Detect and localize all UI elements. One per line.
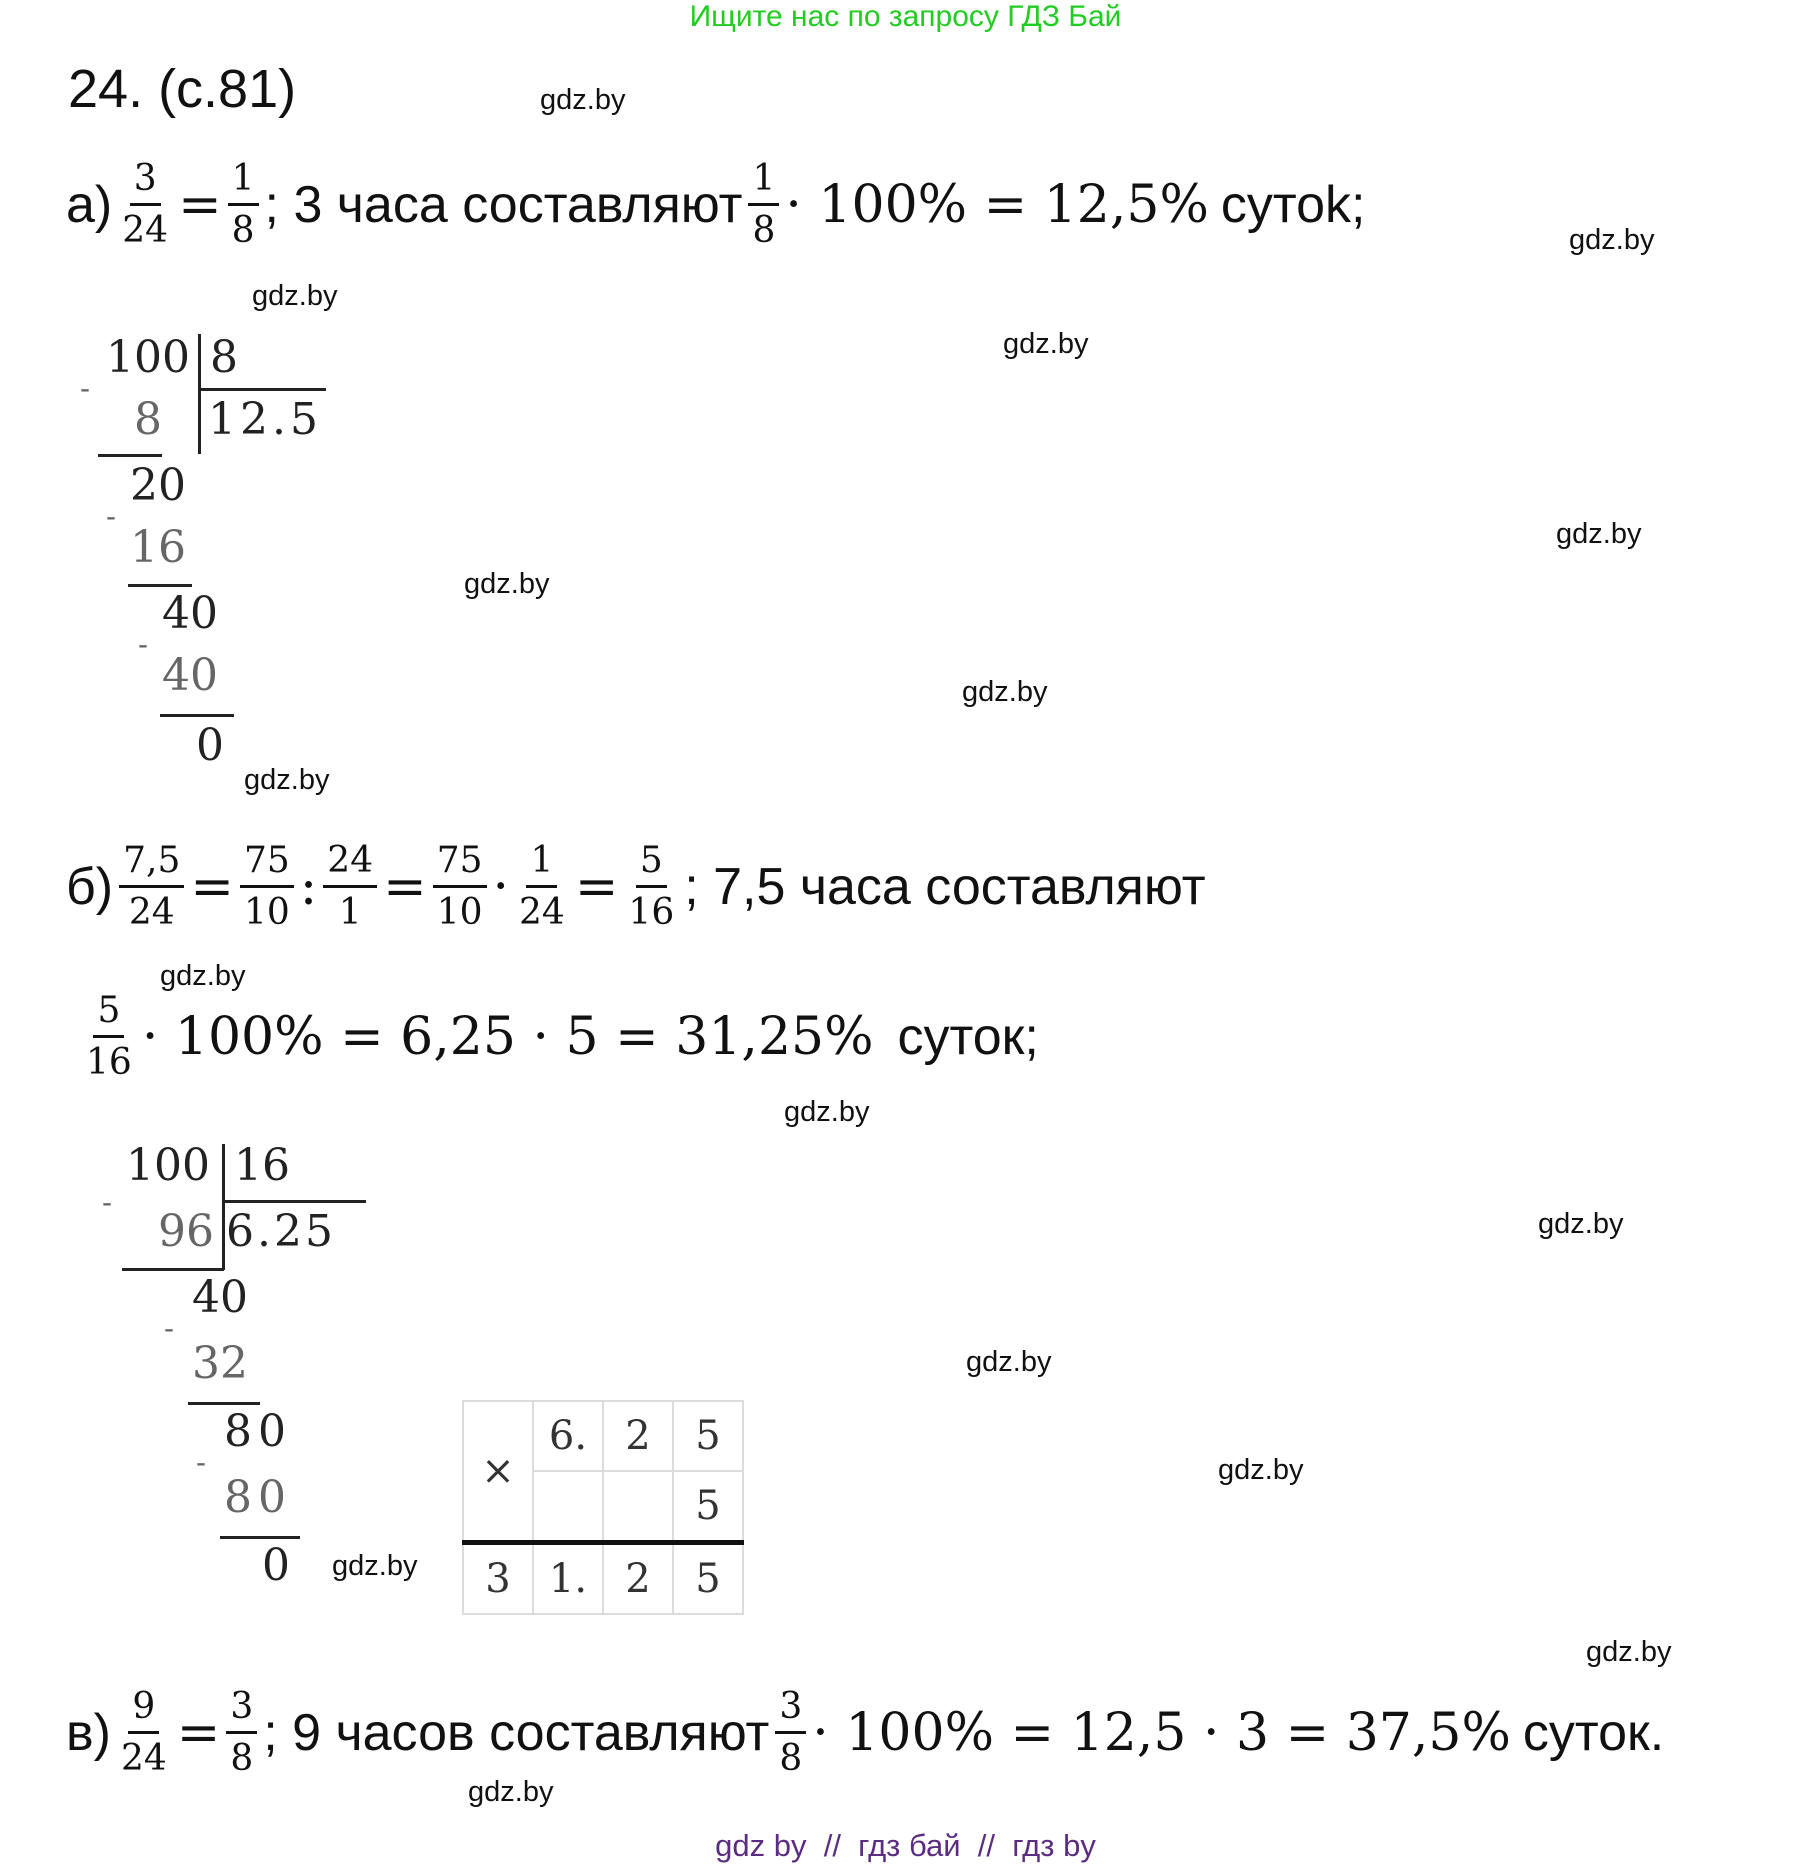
digit-cell: [603, 1471, 673, 1543]
watermark: gdz.by: [1538, 1208, 1624, 1240]
footer-links: gdz by // гдз бай // гдз by: [715, 1828, 1096, 1863]
watermark: gdz.by: [1218, 1454, 1304, 1486]
part-c-text: ; 9 часов составляют: [263, 1703, 770, 1762]
watermark: gdz.by: [1556, 518, 1642, 550]
watermark: gdz.by: [1586, 1636, 1672, 1668]
fraction: $\frac{1}{8}$: [228, 158, 259, 252]
fraction: $\frac{1}{8}$: [748, 158, 779, 252]
digit-cell: [533, 1471, 603, 1543]
digit-cell: 2: [603, 1401, 673, 1471]
fraction: $\frac{3}{8}$: [775, 1686, 806, 1780]
part-b-calc: · 100% = 6,25 · 5 = 31,25%: [141, 1006, 874, 1067]
watermark: gdz.by: [468, 1776, 554, 1808]
digit-cell: 1.: [533, 1543, 603, 1615]
watermark: gdz.by: [1003, 328, 1089, 360]
part-b-line-1: б) $\frac{7,5}{24}$ = $\frac{75}{10}$ : $\frac{24}{1}$ = $\frac{75}{10}$ · $\frac{1}{24}$ = $\frac{5}{16}$ ; 7,5 часа составляют: [66, 840, 1206, 934]
watermark: gdz.by: [332, 1550, 418, 1582]
fraction: $\frac{7,5}{24}$: [119, 840, 184, 934]
part-c-label: в): [66, 1703, 111, 1762]
digit-cell: 5: [673, 1401, 743, 1471]
watermark: gdz.by: [244, 764, 330, 796]
watermark: gdz.by: [252, 280, 338, 312]
part-b-tail: суток;: [897, 1007, 1039, 1066]
fraction: $\frac{5}{16}$: [86, 990, 132, 1084]
fraction: $\frac{75}{10}$: [240, 840, 294, 934]
part-b-label: б): [66, 857, 114, 916]
part-a-calc: · 100% = 12,5%: [785, 174, 1209, 235]
fraction: $\frac{3}{24}$: [122, 158, 169, 252]
digit-cell: 5: [673, 1543, 743, 1615]
part-b-line-2: [76, 990, 1039, 1084]
part-c-tail: суток.: [1522, 1703, 1665, 1762]
search-banner: Ищите нас по запросу ГДЗ Бай: [689, 0, 1122, 33]
fraction: $\frac{24}{1}$: [323, 840, 377, 934]
long-division-a: 100 8 12.5 - 8 20 - 16 40 - 40 0: [70, 332, 350, 782]
fraction: $\frac{9}{24}$: [120, 1686, 167, 1780]
multiply-sign: ×: [463, 1401, 533, 1543]
part-a-tail: сутоk;: [1220, 175, 1366, 234]
watermark: gdz.by: [464, 568, 550, 600]
part-a-text: ; 3 часа составляют: [264, 175, 743, 234]
long-division-b: 100 16 6.25 - 96 40 - 32 80 - 80 0: [96, 1140, 396, 1610]
digit-cell: 3: [463, 1543, 533, 1615]
watermark: gdz.by: [962, 676, 1048, 708]
watermark: gdz.by: [1569, 224, 1655, 256]
fraction: $\frac{75}{10}$: [433, 840, 487, 934]
digit-cell: 6.: [533, 1401, 603, 1471]
part-c-line: в) $\frac{9}{24}$ = $\frac{3}{8}$ ; 9 часов составляют $\frac{3}{8}$ · 100% = 12,5 · 3 = 37,5% суток.: [66, 1686, 1665, 1780]
fraction: $\frac{1}{24}$: [519, 840, 565, 934]
part-b-text: ; 7,5 часа составляют: [684, 857, 1206, 916]
part-c-calc: · 100% = 12,5 · 3 = 37,5%: [812, 1702, 1511, 1763]
watermark: gdz.by: [540, 84, 626, 116]
watermark: gdz.by: [966, 1346, 1052, 1378]
watermark: gdz.by: [784, 1096, 870, 1128]
part-a-label: а): [66, 175, 113, 234]
fraction: $\frac{3}{8}$: [226, 1686, 257, 1780]
part-a-line: а) $\frac{3}{24}$ = $\frac{1}{8}$ ; 3 часа составляют $\frac{1}{8}$ · 100% = 12,5% сутоk;: [66, 158, 1366, 252]
watermark: gdz.by: [160, 960, 246, 992]
fraction: $\frac{5}{16}$: [628, 840, 675, 934]
digit-cell: 2: [603, 1543, 673, 1615]
digit-cell: 5: [673, 1471, 743, 1543]
exercise-heading: 24. (с.81): [68, 59, 297, 119]
multiplication-table: [462, 1400, 744, 1615]
